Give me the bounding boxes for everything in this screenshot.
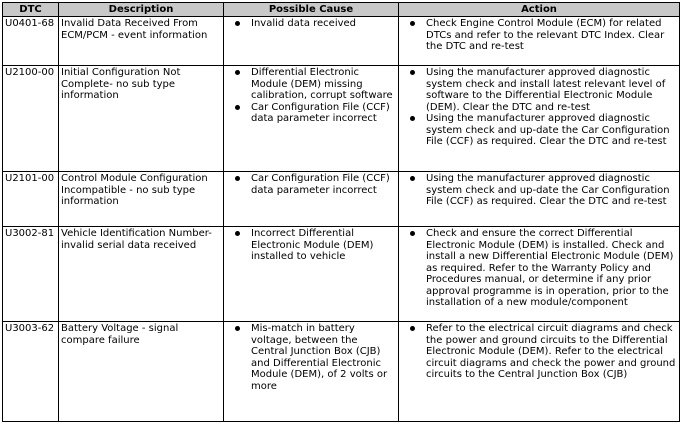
dtc-code: U3003-62 bbox=[3, 322, 59, 422]
action-item: Using the manufacturer approved diagnostic system check and up-date the Car Configuration File (CCF) as required. Clear the DTC and re-test bbox=[401, 113, 677, 148]
table-row bbox=[3, 227, 680, 322]
action-item: Check Engine Control Module (ECM) for related DTCs and refer to the relevant DTC Index. Clear the DTC and re-test bbox=[401, 18, 677, 53]
header-description: Description bbox=[59, 3, 224, 17]
possible-cause-cell bbox=[224, 17, 399, 66]
table-row bbox=[3, 172, 680, 227]
table-row bbox=[3, 17, 680, 66]
action-cell bbox=[399, 17, 680, 66]
cause-item: Car Configuration File (CCF) data parameter incorrect bbox=[226, 173, 396, 196]
action-item: Using the manufacturer approved diagnostic system check and install latest relevant level of software to the Differential Electronic Module (DEM). Clear the DTC and re-test bbox=[401, 67, 677, 113]
possible-cause-cell bbox=[224, 172, 399, 227]
dtc-code: U2101-00 bbox=[3, 172, 59, 227]
cause-item: Invalid data received bbox=[226, 18, 396, 30]
cause-item: Differential Electronic Module (DEM) missing calibration, corrupt software bbox=[226, 67, 396, 102]
cause-item: Car Configuration File (CCF) data parameter incorrect bbox=[226, 102, 396, 125]
header-possible-cause: Possible Cause bbox=[224, 3, 399, 17]
action-cell bbox=[399, 322, 680, 422]
header-dtc: DTC bbox=[3, 3, 59, 17]
action-cell bbox=[399, 227, 680, 322]
action-item: Using the manufacturer approved diagnostic system check and up-date the Car Configuration File (CCF) as required. Clear the DTC and re-test bbox=[401, 173, 677, 208]
cause-item: Mis-match in battery voltage, between the Central Junction Box (CJB) and Differential Electronic Module (DEM), of 2 volts or more bbox=[226, 323, 396, 392]
dtc-code: U0401-68 bbox=[3, 17, 59, 66]
action-cell bbox=[399, 66, 680, 172]
dtc-description: Invalid Data Received From ECM/PCM - event information bbox=[59, 17, 224, 66]
dtc-description: Initial Configuration Not Complete- no sub type information bbox=[59, 66, 224, 172]
action-item: Check and ensure the correct Differential Electronic Module (DEM) is installed. Check and install a new Differential Electronic Module (DEM) as required. Refer to the Warranty Policy and Procedures manual, or determine if any prior approval programme is in operation, prior to the installation of a new module/component bbox=[401, 228, 677, 309]
dtc-description: Battery Voltage - signal compare failure bbox=[59, 322, 224, 422]
possible-cause-cell bbox=[224, 227, 399, 322]
dtc-description: Vehicle Identification Number- invalid serial data received bbox=[59, 227, 224, 322]
action-item: Refer to the electrical circuit diagrams and check the power and ground circuits to the Differential Electronic Module (DEM). Refer to the electrical circuit diagrams and check the power and ground circuits to the Central Junction Box (CJB) bbox=[401, 323, 677, 381]
table-row bbox=[3, 66, 680, 172]
dtc-description: Control Module Configuration Incompatible - no sub type information bbox=[59, 172, 224, 227]
possible-cause-cell bbox=[224, 66, 399, 172]
cause-item: Incorrect Differential Electronic Module (DEM) installed to vehicle bbox=[226, 228, 396, 263]
table-row bbox=[3, 322, 680, 422]
dtc-code: U3002-81 bbox=[3, 227, 59, 322]
action-cell bbox=[399, 172, 680, 227]
dtc-table bbox=[2, 2, 680, 422]
header-action: Action bbox=[399, 3, 680, 17]
header-row bbox=[3, 3, 680, 17]
possible-cause-cell bbox=[224, 322, 399, 422]
dtc-code: U2100-00 bbox=[3, 66, 59, 172]
